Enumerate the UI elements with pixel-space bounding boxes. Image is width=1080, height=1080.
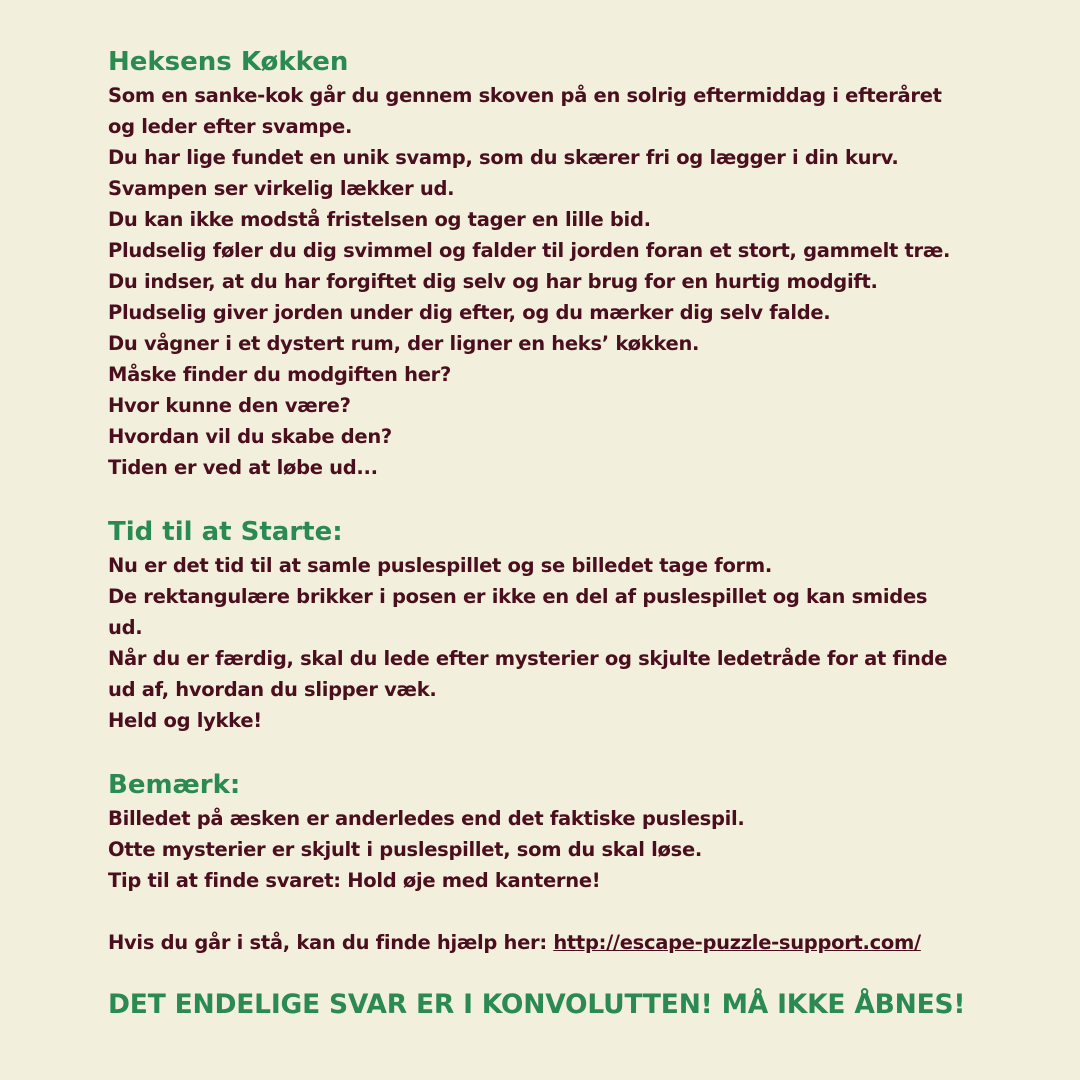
- note-title: Bemærk:: [108, 770, 241, 800]
- story-line: Måske finder du modgiften her?: [108, 363, 451, 386]
- start-line: Nu er det tid til at samle puslespillet og se billedet tage form.: [108, 554, 772, 577]
- support-text: Hvis du går i stå, kan du finde hjælp her:: [108, 931, 554, 954]
- final-warning: DET ENDELIGE SVAR ER I KONVOLUTTEN! MÅ IKKE ÅBNES!: [108, 989, 966, 1020]
- story-line: Du kan ikke modstå fristelsen og tager en lille bid.: [108, 208, 651, 231]
- support-line: [108, 927, 988, 958]
- story-line: Du vågner i et dystert rum, der ligner en heks’ køkken.: [108, 332, 700, 355]
- section-spacer: [108, 958, 988, 986]
- story-title: Heksens Køkken: [108, 47, 349, 77]
- story-line: Hvor kunne den være?: [108, 394, 351, 417]
- start-section: [108, 514, 988, 736]
- story-line: Tiden er ved at løbe ud...: [108, 456, 378, 479]
- story-line: Som en sanke-kok går du gennem skoven på en solrig eftermiddag i efteråret: [108, 84, 942, 107]
- note-line: Otte mysterier er skjult i puslespillet, som du skal løse.: [108, 838, 702, 861]
- note-line: Billedet på æsken er anderledes end det faktiske puslespil.: [108, 807, 745, 830]
- start-line: Held og lykke!: [108, 709, 262, 732]
- story-line: Hvordan vil du skabe den?: [108, 425, 392, 448]
- note-section: [108, 767, 988, 896]
- story-line: Pludselig giver jorden under dig efter, og du mærker dig selv falde.: [108, 301, 831, 324]
- story-line: Du indser, at du har forgiftet dig selv og har brug for en hurtig modgift.: [108, 270, 878, 293]
- instruction-page: [108, 44, 988, 1024]
- start-title: Tid til at Starte:: [108, 517, 343, 547]
- section-spacer: [108, 896, 988, 927]
- section-spacer: [108, 736, 988, 767]
- story-line: Svampen ser virkelig lækker ud.: [108, 177, 455, 200]
- start-line: Når du er færdig, skal du lede efter mysterier og skjulte ledetråde for at finde: [108, 647, 948, 670]
- section-spacer: [108, 483, 988, 514]
- note-line: Tip til at finde svaret: Hold øje med kanterne!: [108, 869, 601, 892]
- story-section: [108, 44, 988, 483]
- start-line: ud af, hvordan du slipper væk.: [108, 678, 437, 701]
- story-line: Du har lige fundet en unik svamp, som du skærer fri og lægger i din kurv.: [108, 146, 899, 169]
- story-line: og leder efter svampe.: [108, 115, 353, 138]
- start-line: De rektangulære brikker i posen er ikke en del af puslespillet og kan smides: [108, 585, 928, 608]
- support-link[interactable]: http://escape-puzzle-support.com/: [553, 931, 921, 954]
- story-line: Pludselig føler du dig svimmel og falder til jorden foran et stort, gammelt træ.: [108, 239, 951, 262]
- start-line: ud.: [108, 616, 143, 639]
